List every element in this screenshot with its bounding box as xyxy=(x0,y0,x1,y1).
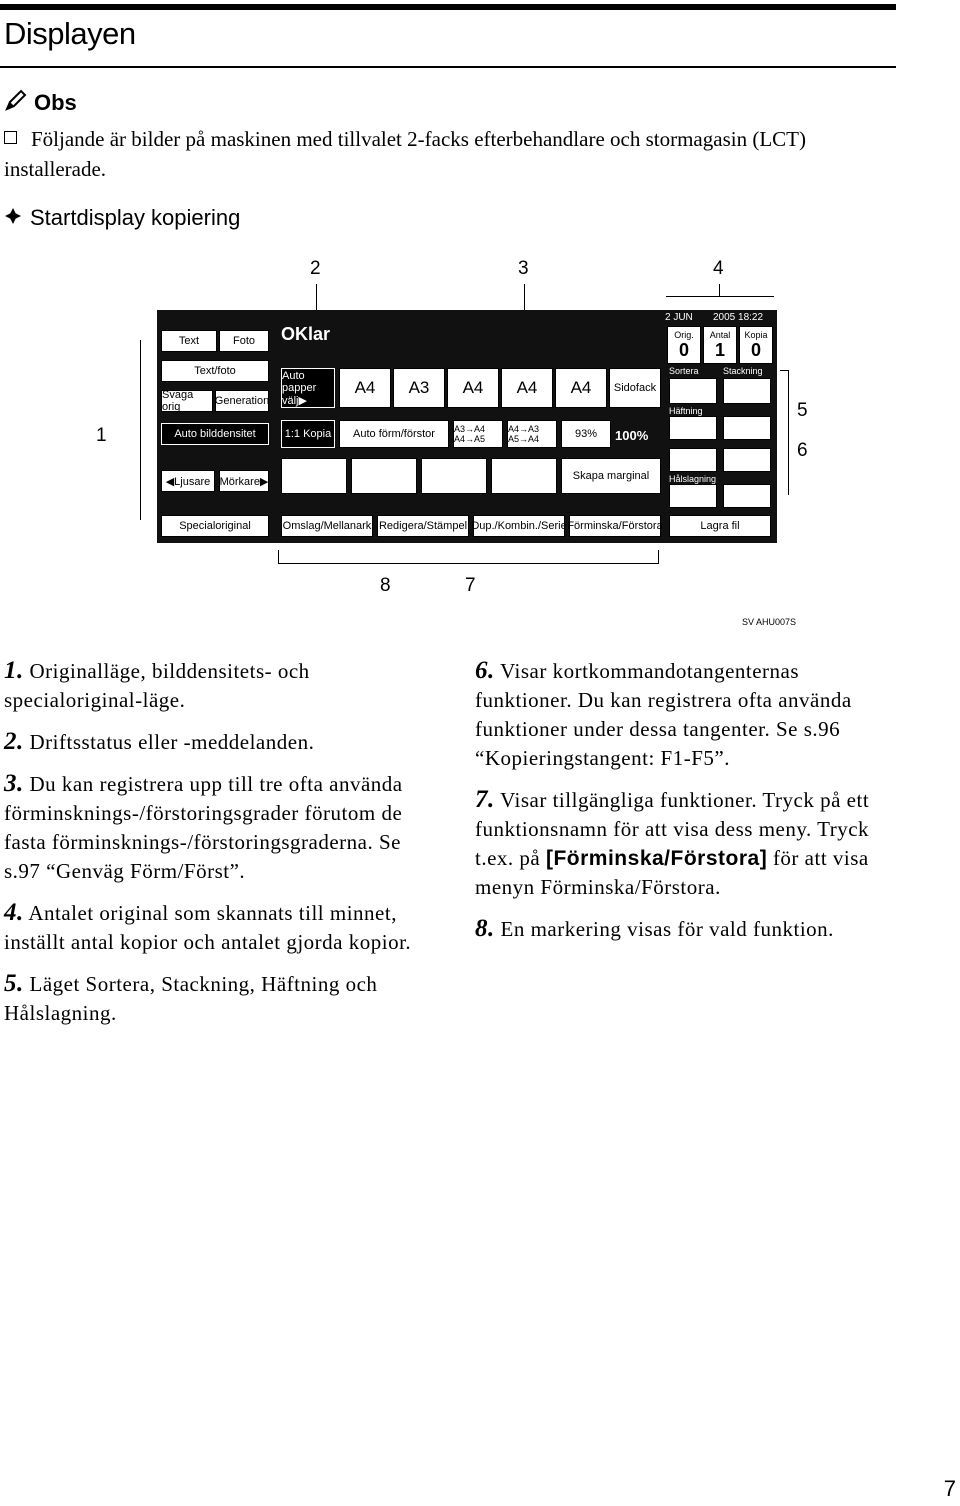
stack-label: Stackning xyxy=(723,366,763,376)
list-item: 2. Driftsstatus eller -meddelanden. xyxy=(4,728,315,755)
copier-screen xyxy=(157,310,777,543)
text-mode-button[interactable]: Text xyxy=(161,330,217,352)
preset-ratio-b[interactable]: A4→A3 A5→A4 xyxy=(507,420,557,448)
title-rule xyxy=(0,66,896,68)
left-column xyxy=(4,656,429,1028)
staple-label: Häftning xyxy=(669,406,703,416)
pencil-icon xyxy=(4,88,28,118)
punch-label: Hålslagning xyxy=(669,474,717,484)
list-item: 8. En markering visas för vald funktion. xyxy=(475,915,834,942)
diamond-bullet-icon xyxy=(4,205,22,231)
obs-heading xyxy=(4,88,77,118)
staple-button-3[interactable] xyxy=(669,448,717,472)
text-photo-button[interactable]: Text/foto xyxy=(161,360,269,382)
auto-paper-button[interactable]: Auto papper välj▶ xyxy=(281,368,335,408)
paper-tray-4[interactable]: A4 xyxy=(501,368,553,408)
special-original-button[interactable]: Specialoriginal xyxy=(161,515,269,537)
callout-2: 2 xyxy=(310,258,321,279)
preset-ratio-a[interactable]: A3→A4 A4→A5 xyxy=(453,420,503,448)
copy-quantity: Antal 1 xyxy=(703,326,737,364)
paper-tray-lct[interactable]: A4 xyxy=(555,368,607,408)
time-display: 2005 18:22 xyxy=(713,312,764,323)
tab-dup-combine[interactable]: Dup./Kombin./Serie xyxy=(473,515,565,537)
top-bar xyxy=(0,4,896,10)
callout-5: 5 xyxy=(797,400,808,421)
obs-note xyxy=(4,124,904,184)
punch-button-2[interactable] xyxy=(723,484,771,508)
checkbox-bullet-icon xyxy=(4,131,17,144)
page-number: 7 xyxy=(943,1476,956,1501)
callout-7: 7 xyxy=(465,575,476,596)
duplex-1-2-button[interactable] xyxy=(281,458,347,494)
callout-8: 8 xyxy=(380,575,391,596)
section-heading xyxy=(4,205,240,231)
lighter-button[interactable]: ◀Ljusare xyxy=(161,470,215,492)
callout-3: 3 xyxy=(518,258,529,279)
list-item: 7. Visar tillgängliga funktioner. Tryck på ett funktionsnamn för att visa dess meny. Tryck t.ex. på [Förminska/Förstora] för att visa menyn Förminska/Förstora. xyxy=(475,786,870,899)
punch-button-1[interactable] xyxy=(669,484,717,508)
stack-button[interactable] xyxy=(723,378,771,404)
callout-6: 6 xyxy=(797,440,808,461)
store-file-button[interactable]: Lagra fil xyxy=(669,515,771,537)
bypass-tray-button[interactable]: Sidofack xyxy=(609,368,661,408)
staple-button-1[interactable] xyxy=(669,416,717,440)
callout-4: 4 xyxy=(713,258,724,279)
section-title: Startdisplay kopiering xyxy=(30,205,241,230)
staple-button-2[interactable] xyxy=(723,416,771,440)
obs-label: Obs xyxy=(34,90,77,115)
darker-button[interactable]: Mörkare▶ xyxy=(219,470,269,492)
full-size-button[interactable]: 1:1 Kopia xyxy=(281,420,335,448)
figure-reference: SV AHU007S xyxy=(742,617,797,627)
orig-counter: Orig. 0 xyxy=(667,326,701,364)
page-title: Displayen xyxy=(4,16,136,51)
auto-reduce-enlarge-button[interactable]: Auto förm/förstor xyxy=(339,420,449,448)
tab-cover-slip[interactable]: Omslag/Mellanark xyxy=(281,515,373,537)
paper-tray-3[interactable]: A4 xyxy=(447,368,499,408)
right-column xyxy=(475,656,900,944)
tab-reduce-enlarge[interactable]: Förminska/Förstora xyxy=(569,515,661,537)
combine-button[interactable] xyxy=(421,458,487,494)
callout-1: 1 xyxy=(96,425,107,446)
list-item: 1. Originalläge, bilddensitets- och specialoriginal-läge. xyxy=(4,657,310,712)
obs-note-text: Följande är bilder på maskinen med tillvalet 2-facks efterbehandlare och stormagasin (LCT) installerade. xyxy=(4,127,806,181)
duplex-2-2-button[interactable] xyxy=(351,458,417,494)
sort-button[interactable] xyxy=(669,378,717,404)
tab-edit-stamp[interactable]: Redigera/Stämpel xyxy=(377,515,469,537)
generation-button[interactable]: Generation xyxy=(215,390,269,412)
status-message: OKlar xyxy=(281,324,331,344)
pale-original-button[interactable]: Svaga orig xyxy=(161,390,213,412)
combine-4-button[interactable] xyxy=(491,458,557,494)
ratio-display: 100% xyxy=(615,428,649,443)
create-margin-button[interactable]: Skapa marginal xyxy=(561,458,661,494)
function-key: [Förminska/Förstora] xyxy=(545,847,768,870)
auto-density-button[interactable]: Auto bilddensitet xyxy=(161,423,269,445)
paper-tray-1[interactable]: A4 xyxy=(339,368,391,408)
copies-made: Kopia 0 xyxy=(739,326,773,364)
list-item: 5. Läget Sortera, Stackning, Häftning och Hålslagning. xyxy=(4,970,378,1025)
photo-mode-button[interactable]: Foto xyxy=(219,330,269,352)
list-item: 6. Visar kortkommandotangenternas funktioner. Du kan registrera ofta använda funktioner under dessa tangenter. Se s.96 “Kopieringstangent: F1-F5”. xyxy=(475,657,852,770)
date-display: 2 JUN xyxy=(665,312,693,323)
list-item: 3. Du kan registrera upp till tre ofta använda förminsknings-/förstoringsgrader förutom de fasta förminsknings-/förstoringsgraderna. Se s.97 “Genväg Förm/Först”. xyxy=(4,770,403,883)
shortcut-ratio[interactable]: 93% xyxy=(561,420,611,448)
staple-button-4[interactable] xyxy=(723,448,771,472)
list-item: 4. Antalet original som skannats till minnet, inställt antal kopior och antalet gjorda kopior. xyxy=(4,899,412,954)
sort-label: Sortera xyxy=(669,366,699,376)
paper-tray-2[interactable]: A3 xyxy=(393,368,445,408)
